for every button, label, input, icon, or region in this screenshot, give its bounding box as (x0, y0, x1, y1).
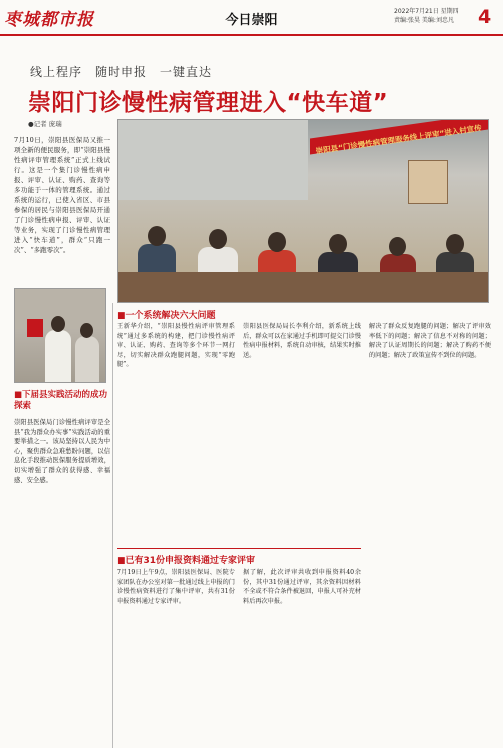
date-info (394, 7, 459, 25)
person-head (389, 237, 406, 256)
section-title: 今日崇阳 (225, 13, 278, 28)
person-head (209, 229, 227, 249)
section1-title: ■一个系统解决六大问题 (117, 311, 216, 321)
person-head (51, 316, 65, 332)
section2-title: ■已有31份申报资料通过专家评审 (117, 556, 256, 566)
person-head (329, 234, 347, 254)
reporter-byline: ●记者 庞瑞 (28, 120, 62, 128)
section-divider (117, 548, 361, 549)
left-section-title: ■下届县实践活动的成功探索 (14, 390, 108, 411)
masthead (0, 0, 503, 36)
photo-people (118, 207, 489, 302)
article-intro: 7月10日，崇阳县医保局又推一项全新的便民服务，即“崇阳县慢性病评审管理系统”正式上线试行。这是一个集门诊慢性病申报、评审、认证、购药、查询等多功能于一体的管理系统。通过系统的运行，已使入省区、市县参保的居民与崇阳县医保局开通了门诊慢性病申报、评审、认证等业务，实现了门诊慢性病管理进入“快车道”，群众“只跑一次”、“多跑零次”。 (14, 136, 110, 254)
side-photo-flag (27, 319, 43, 337)
person-head (80, 323, 93, 338)
person-figure (75, 336, 99, 382)
photo-wall (118, 120, 308, 200)
section1-column: 解决了群众反复跑腿的问题；解决了评审效率低下的问题；解决了信息不对称的问题；解决了认证周期长的问题；解决了购药不便的问题；解决了政策宣传不到位的问题。 (369, 323, 491, 359)
editor-line: 责编:张昊 美编:刘忠凡 (394, 17, 454, 24)
article-headline: 崇阳门诊慢性病管理进入“快车道” (28, 90, 389, 116)
date-line: 2022年7月21日 星期四 (394, 8, 459, 15)
newspaper-logo: 枣城都市报 (4, 10, 94, 30)
person-head (148, 226, 166, 246)
photo-table (118, 272, 489, 302)
section2-column: 7月19日上午9点，崇阳县医保局、医院专家团队在办公室对第一批通过线上申报的门诊慢性病资料进行了集中评审，共有31份申报资料通过专家评审。 (117, 569, 235, 605)
person-figure (45, 330, 71, 382)
left-section-body: 崇阳县医保局门诊慢性病评审是全县“我为群众办实事”实践活动的重要举措之一。该局坚持以人民为中心，聚焦群众急难愁盼问题，以信息化手段推动医保服务提质增效，切实增强了群众的获得感、幸福感、安全感。 (14, 419, 110, 484)
main-photo (117, 119, 489, 303)
photo-banner-text: 崇阳县“门诊慢性病管理服务线上评审”进入村宣传 (315, 123, 483, 156)
section1-column: 崇阳县医保局局长李利介绍，新系统上线后，群众可以在家通过手机即可提交门诊慢性病申报材料，系统自动审核，结果实时推送。 (243, 323, 361, 359)
section2-column: 据了解，此次评审共收到申报资料40余份，其中31份通过评审，其余资料因材料不全或不符合条件被退回，申报人可补充材料后再次申报。 (243, 569, 361, 605)
side-photo (14, 288, 106, 383)
person-head (268, 232, 286, 252)
page-number: 4 (478, 6, 492, 28)
column-divider (112, 303, 113, 748)
section1-column: 王新华介绍，“崇阳县慢性病评审管理系统”通过多系统的构建，把门诊慢性病评审、认证、购药、查询等多个环节一网打尽，切实解决群众跑腿问题，实现“零跑腿”。 (117, 323, 235, 369)
photo-poster (408, 160, 448, 204)
article-subhead: 线上程序 随时申报 一键直达 (30, 65, 213, 79)
person-head (446, 234, 464, 254)
